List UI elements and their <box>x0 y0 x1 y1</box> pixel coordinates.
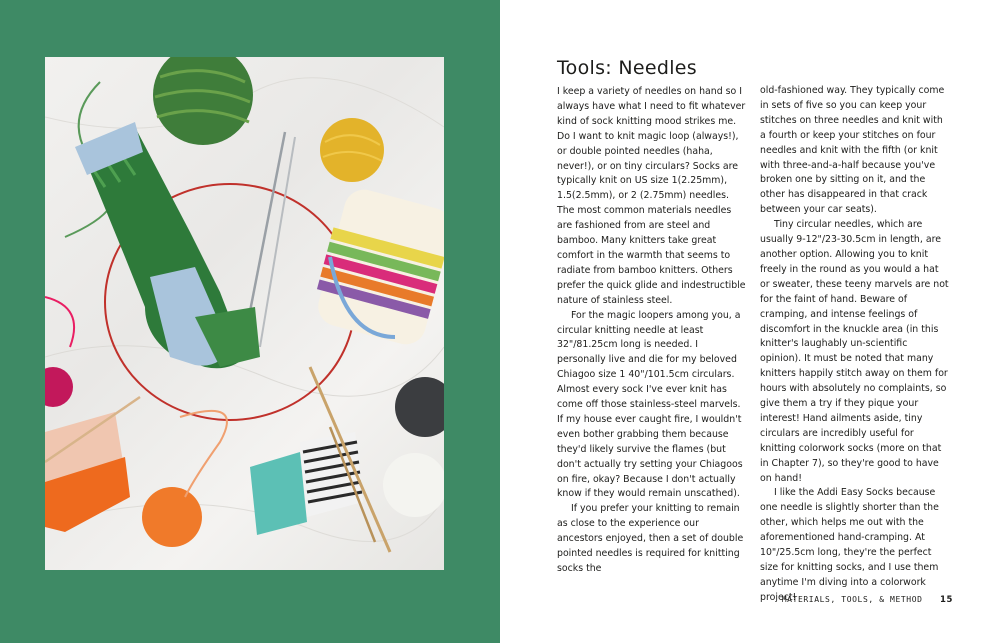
paragraph: For the magic loopers among you, a circular knitting needle at least 32"/81.25cm long is needed. I personally live and die for my beloved Chiagoo size 1 40"/101.5cm circulars. Almost every sock I've ever knit has come off those stainless-steel marvels. If my house ever caught fire, I wouldn't even bother grabbing them because they'd likely survive the flames (but don't actually try setting your Chiagoos on fire, okay? Because I don't actually know if they would remain unscathed). <box>557 309 743 500</box>
paragraph: old-fashioned way. They typically come in sets of five so you can keep your stitches on three needles and knit with a fourth or keep your stitches on four needles and knit with the fifth (or knit with three-and-a-half because you've broken one by sitting on it, and the other has disappeared in that crack between your car seats). <box>760 85 945 216</box>
knitting-photo <box>45 57 444 570</box>
page-title: Tools: Needles <box>557 57 697 79</box>
right-page <box>500 0 1000 643</box>
footer-section-label: MATERIALS, TOOLS, & METHOD <box>781 595 923 604</box>
page-number: 15 <box>939 595 953 605</box>
page-footer <box>782 595 953 605</box>
paragraph: I keep a variety of needles on hand so I always have what I need to fit whatever kind of sock knitting mood strikes me. Do I want to knit magic loop (always!), or double pointed needles (haha, never!), or on tiny circulars? Socks are typically knit on US size 1(2.25mm), 1.5(2.5mm), or 2 (2.75mm) needles. The most common materials needles are fashioned from are steel and bamboo. Many knitters take great comfort in the warmth that seems to radiate from bamboo knitters. Others prefer the quick glide and indestructible nature of stainless steel. <box>557 86 746 306</box>
text-column-right <box>760 84 950 606</box>
knitting-illustration <box>45 57 444 570</box>
paragraph: Tiny circular needles, which are usually 9-12"/23-30.5cm in length, are another option. Allowing you to knit freely in the round as you would a hat or sweater, these teeny marvels are not for the faint of hand. Beware of cramping, and intense feelings of discomfort in the knuckle area (in this knitter's laughably un-scientific opinion). It must be noted that many knitters happily stitch away on them for hours with absolutely no complaints, so give them a try if they pique your interest! Hand ailments aside, tiny circulars are incredibly useful for knitting colorwork socks (more on that in Chapter 7), so they're good to have on hand! <box>760 219 949 484</box>
paragraph: If you prefer your knitting to remain as close to the experience our ancestors enjoyed, then a set of double pointed needles is required for knitting socks the <box>557 503 744 574</box>
paragraph: I like the Addi Easy Socks because one needle is slightly shorter than the other, which helps me out with the aforementioned hand-cramping. At 10"/25.5cm long, they're the perfect size for knitting socks, and I use them anytime I'm diving into a colorwork project! <box>760 487 939 603</box>
text-column-left <box>557 85 747 577</box>
